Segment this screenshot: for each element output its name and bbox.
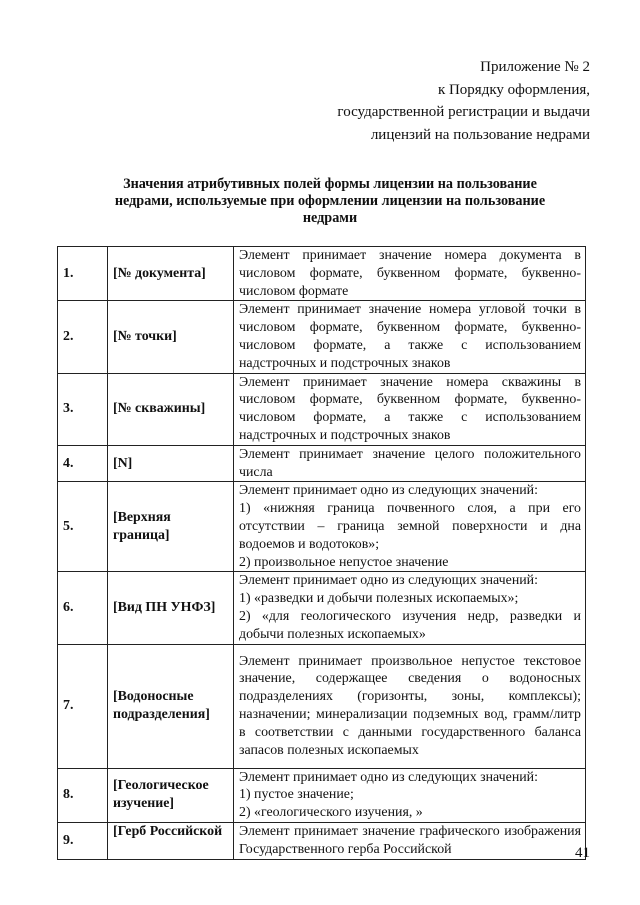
field-name: [№ документа]: [108, 247, 234, 301]
row-number: 2.: [58, 301, 108, 373]
field-description: Элемент принимает значение номера угловой точки в числовом формате, буквенном формате, буквенно-числовом формате, а также с использованием надстрочных и подстрочных знаков: [234, 301, 586, 373]
row-number: 4.: [58, 445, 108, 482]
document-title: [80, 176, 580, 227]
attributes-table: [57, 246, 586, 860]
title-line: недрами: [302, 210, 358, 226]
field-description: Элемент принимает значение номера документа в числовом формате, буквенном формате, буквенно-числовом формате: [234, 247, 586, 301]
appendix-line: государственной регистрации и выдачи: [337, 104, 590, 120]
row-number: 1.: [58, 247, 108, 301]
table-row: [58, 572, 586, 644]
row-number: 5.: [58, 482, 108, 572]
field-description: Элемент принимает одно из следующих значений: 1) «разведки и добычи полезных ископаемых»; 2) «для геологического изучения недр, разведки и добычи полезных ископаемых»: [234, 572, 586, 644]
field-name: [Водоносные подразделения]: [108, 644, 234, 768]
field-description: Элемент принимает значение целого положительного числа: [234, 445, 586, 482]
field-name: [№ скважины]: [108, 373, 234, 445]
field-name: [Геологическое изучение]: [108, 768, 234, 822]
field-name: [Вид ПН УНФЗ]: [108, 572, 234, 644]
field-name: [№ точки]: [108, 301, 234, 373]
field-name: [Верхняя граница]: [108, 482, 234, 572]
table-row: [58, 822, 586, 859]
page-number: 41: [575, 845, 590, 861]
table-row: [58, 644, 586, 768]
table-row: [58, 445, 586, 482]
title-line: Значения атрибутивных полей формы лицензии на пользование: [123, 176, 537, 192]
field-description: Элемент принимает одно из следующих значений: 1) «нижняя граница почвенного слоя, а при его отсутствии – граница земной поверхности и дна водоемов и водотоков»; 2) произвольное непустое значение: [234, 482, 586, 572]
row-number: 6.: [58, 572, 108, 644]
field-description: Элемент принимает значение графического изображения Государственного герба Российской: [234, 822, 586, 859]
table-row: [58, 373, 586, 445]
row-number: 8.: [58, 768, 108, 822]
table-row: [58, 301, 586, 373]
table-row: [58, 482, 586, 572]
field-description: Элемент принимает значение номера скважины в числовом формате, буквенном формате, буквенно-числовом формате, а также с использованием надстрочных и подстрочных знаков: [234, 373, 586, 445]
appendix-header: [337, 56, 590, 146]
appendix-line: к Порядку оформления,: [437, 81, 590, 98]
field-description: Элемент принимает произвольное непустое текстовое значение, содержащее сведения о водоносных подразделениях (горизонты, зоны, комплексы); назначении; минерализации подземных вод, грамм/литр в соответствии с данными государственного баланса запасов полезных ископаемых: [234, 644, 586, 768]
appendix-line: лицензий на пользование недрами: [370, 126, 590, 143]
table-row: [58, 768, 586, 822]
title-line: недрами, используемые при оформлении лицензии на пользование: [114, 193, 546, 209]
row-number: 7.: [58, 644, 108, 768]
field-name: [Герб Российской: [108, 822, 234, 859]
appendix-line: Приложение № 2: [480, 59, 590, 75]
field-name: [N]: [108, 445, 234, 482]
field-description: Элемент принимает одно из следующих значений: 1) пустое значение; 2) «геологического изучения, »: [234, 768, 586, 822]
row-number: 3.: [58, 373, 108, 445]
row-number: 9.: [58, 822, 108, 859]
table-row: [58, 247, 586, 301]
